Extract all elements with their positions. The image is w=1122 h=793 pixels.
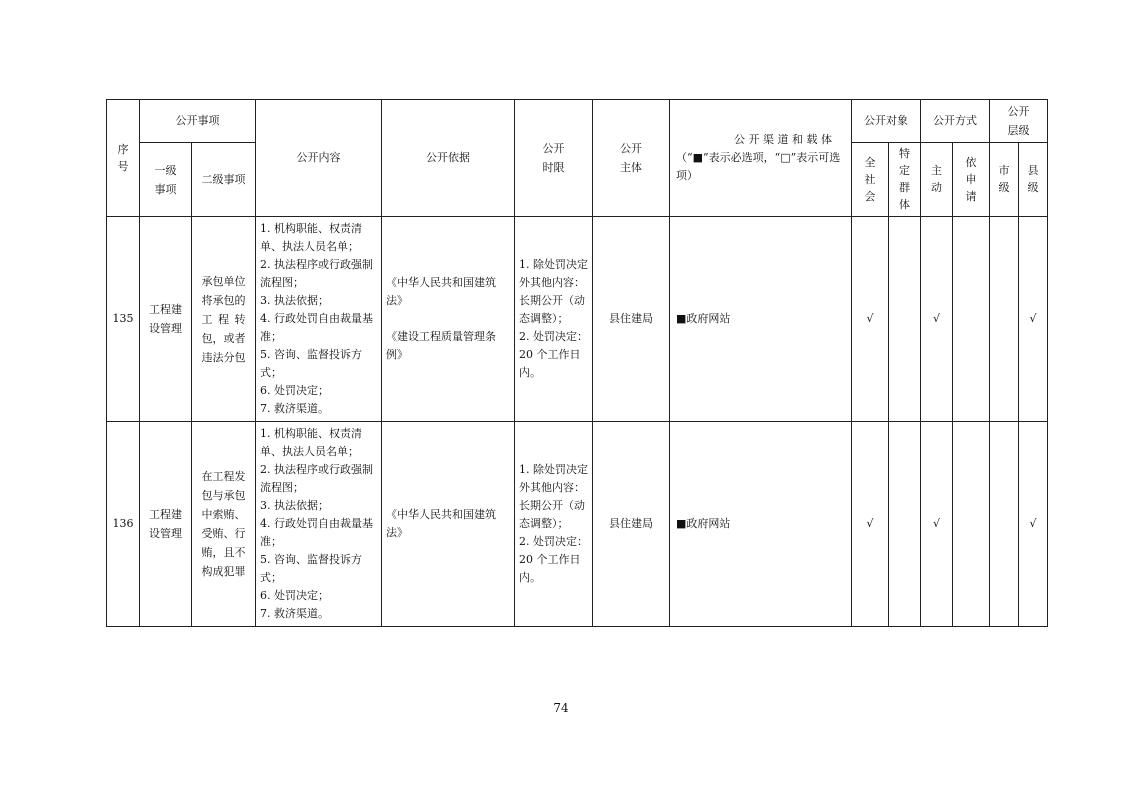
row-method-active: √ xyxy=(921,217,953,422)
header-method-apply: 依申请 xyxy=(953,143,990,217)
row-method-apply xyxy=(953,422,990,627)
content-item: 4. 行政处罚自由裁量基准； xyxy=(260,517,373,548)
row-content xyxy=(256,422,382,627)
table-header xyxy=(107,100,1048,217)
row-level2: 在工程发包与承包中索贿、受贿、行贿，且不构成犯罪 xyxy=(192,422,256,627)
time-limit-item: 2. 处罚决定：20 个工作日内。 xyxy=(519,535,588,584)
header-level-group: 公开层级 xyxy=(990,100,1048,143)
content-item: 3. 执法依据； xyxy=(260,294,329,307)
basis-item: 《建设工程质量管理条例》 xyxy=(386,330,496,361)
header-level1: 一级事项 xyxy=(140,143,192,217)
row-subject: 县住建局 xyxy=(593,422,670,627)
header-subject: 公开主体 xyxy=(593,100,670,217)
header-channel xyxy=(670,100,852,217)
content-item: 5. 咨询、监督投诉方式； xyxy=(260,348,362,379)
page-number: 74 xyxy=(553,701,569,715)
row-target-all: √ xyxy=(852,217,889,422)
content-item: 4. 行政处罚自由裁量基准； xyxy=(260,312,373,343)
content-item: 3. 执法依据； xyxy=(260,499,329,512)
header-level2: 二级事项 xyxy=(192,143,256,217)
row-basis xyxy=(382,422,515,627)
header-time-limit: 公开时限 xyxy=(515,100,593,217)
header-channel-note: （“■”表示必选项，“□”表示可选项） xyxy=(676,151,841,182)
row-level-county: √ xyxy=(1019,217,1048,422)
table-row xyxy=(107,217,1048,422)
content-item: 1. 机构职能、权责清单、执法人员名单； xyxy=(260,222,362,253)
content-item: 6. 处罚决定； xyxy=(260,589,329,602)
row-level-county: √ xyxy=(1019,422,1048,627)
row-target-specific xyxy=(889,422,921,627)
content-item: 7. 救济渠道。 xyxy=(260,607,329,620)
header-target-specific: 特定群体 xyxy=(889,143,921,217)
row-level1: 工程建设管理 xyxy=(140,217,192,422)
header-level-city: 市级 xyxy=(990,143,1019,217)
time-limit-item: 2. 处罚决定：20 个工作日内。 xyxy=(519,330,588,379)
header-target-group: 公开对象 xyxy=(852,100,921,143)
row-content xyxy=(256,217,382,422)
row-level-city xyxy=(990,422,1019,627)
content-item: 2. 执法程序或行政强制流程图； xyxy=(260,258,373,289)
content-item: 5. 咨询、监督投诉方式； xyxy=(260,553,362,584)
header-method-active: 主动 xyxy=(921,143,953,217)
content-item: 2. 执法程序或行政强制流程图； xyxy=(260,463,373,494)
row-basis xyxy=(382,217,515,422)
row-seq: 136 xyxy=(107,422,140,627)
time-limit-item: 1. 除处罚决定外其他内容：长期公开（动态调整）； xyxy=(519,463,588,530)
disclosure-table xyxy=(106,99,1048,627)
row-target-specific xyxy=(889,217,921,422)
row-method-apply xyxy=(953,217,990,422)
content-item: 6. 处罚决定； xyxy=(260,384,329,397)
row-target-all: √ xyxy=(852,422,889,627)
basis-item: 《中华人民共和国建筑法》 xyxy=(386,508,496,539)
header-basis: 公开依据 xyxy=(382,100,515,217)
row-time-limit xyxy=(515,422,593,627)
content-item: 1. 机构职能、权责清单、执法人员名单； xyxy=(260,427,362,458)
header-seq: 序号 xyxy=(107,100,140,217)
header-level-county: 县级 xyxy=(1019,143,1048,217)
row-channel: ■政府网站 xyxy=(670,422,852,627)
content-item: 7. 救济渠道。 xyxy=(260,402,329,415)
header-items-group: 公开事项 xyxy=(140,100,256,143)
row-level2: 承包单位将承包的工程转包，或者违法分包 xyxy=(192,217,256,422)
row-method-active: √ xyxy=(921,422,953,627)
header-channel-title: 公 开 渠 道 和 载 体 xyxy=(734,133,832,146)
row-subject: 县住建局 xyxy=(593,217,670,422)
header-method-group: 公开方式 xyxy=(921,100,990,143)
basis-item: 《中华人民共和国建筑法》 xyxy=(386,276,496,307)
row-seq: 135 xyxy=(107,217,140,422)
header-target-all: 全社会 xyxy=(852,143,889,217)
row-channel: ■政府网站 xyxy=(670,217,852,422)
row-time-limit xyxy=(515,217,593,422)
header-content: 公开内容 xyxy=(256,100,382,217)
time-limit-item: 1. 除处罚决定外其他内容：长期公开（动态调整）； xyxy=(519,258,588,325)
table-row xyxy=(107,422,1048,627)
row-level1: 工程建设管理 xyxy=(140,422,192,627)
row-level-city xyxy=(990,217,1019,422)
